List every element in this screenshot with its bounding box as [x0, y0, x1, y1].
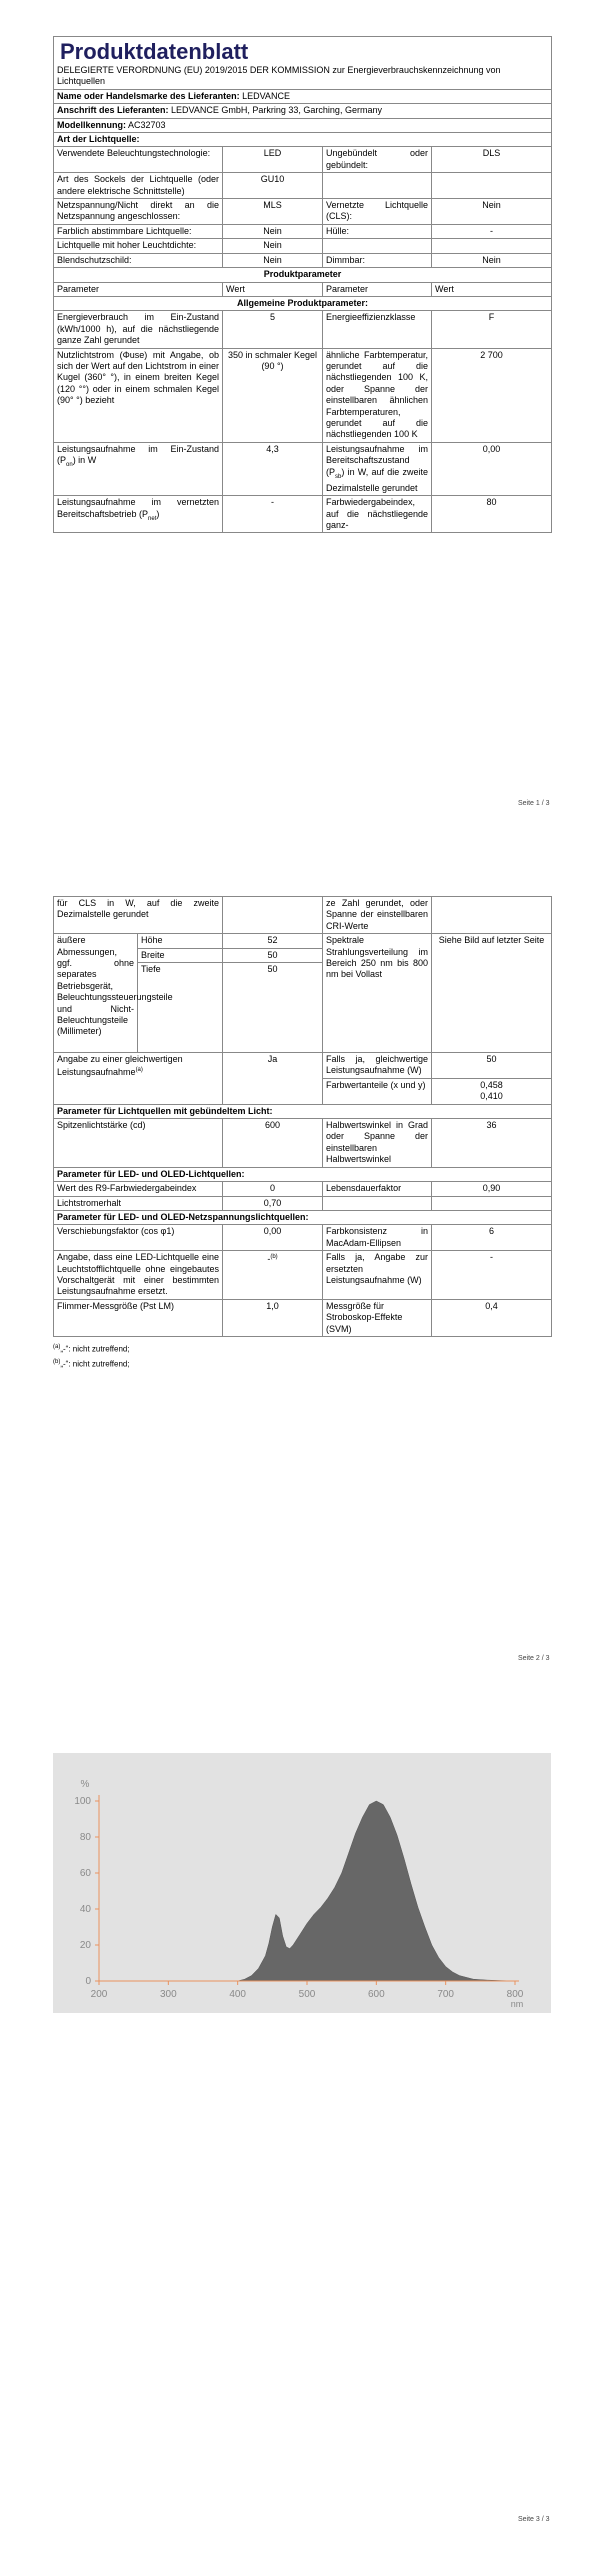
page-number: Seite 3 / 3: [518, 2516, 550, 2523]
psb-value: 0,00: [432, 442, 552, 495]
page-number: Seite 1 / 3: [518, 800, 550, 807]
table-row: [54, 1225, 552, 1251]
pnet-label-cont: für CLS in W, auf die zweite Dezimalstelle gerundet: [54, 897, 223, 934]
maint-value: 0,70: [223, 1196, 323, 1210]
y-tick-label: 40: [79, 1904, 91, 1915]
table-cell: [432, 897, 552, 934]
x-tick-label: 500: [298, 1989, 316, 2000]
table-row: [54, 496, 552, 533]
table-cell: [323, 1196, 432, 1210]
dim-value-height: 52: [223, 934, 323, 948]
table-row: [54, 253, 552, 267]
x-tick-label: 600: [367, 1989, 385, 2000]
pf-label: Verschiebungsfaktor (cos φ1): [54, 1225, 223, 1251]
page-2: [53, 896, 551, 1370]
table-cell: [432, 173, 552, 199]
spectrum-area: [224, 1801, 515, 1981]
address-label: Anschrift des Lieferanten:: [57, 105, 169, 116]
y-tick-label: 20: [79, 1940, 91, 1951]
table-cell: Nein: [432, 199, 552, 225]
pnet-value: -: [223, 496, 323, 533]
pon-label: Leistungsaufnahme im Ein-Zustand $(P_{on})$ in W: [54, 442, 223, 495]
page-number: Seite 2 / 3: [518, 1655, 550, 1662]
life-label: Lebensdauerfaktor: [323, 1182, 432, 1196]
x-tick-label: 400: [229, 1989, 247, 2000]
spectral-label: Spektrale Strahlungsverteilung im Bereich 250 nm bis 800 nm bei Vollast: [323, 934, 432, 1053]
table-cell: Hülle:: [323, 224, 432, 238]
table-cell: Dimmbar:: [323, 253, 432, 267]
spectrum-chart: [53, 1753, 551, 2013]
dim-label-height: Höhe: [138, 934, 223, 948]
table-cell: Nein: [223, 239, 323, 253]
model-value: AC32703: [128, 119, 166, 130]
beam-label: Halbwertswinkel in Grad oder Spanne der einstellbaren Halbwertswinkel: [323, 1119, 432, 1168]
table-row: [54, 239, 552, 253]
table-row: [54, 1299, 552, 1336]
table-row: [54, 224, 552, 238]
column-header: Parameter: [323, 282, 432, 296]
footnote-a: $^{(a)}$„-“: nicht zutreffend;: [53, 1343, 130, 1354]
table-row: [54, 897, 552, 934]
flicker-value: 1,0: [223, 1299, 323, 1336]
table-row: [54, 1119, 552, 1168]
table-row: [54, 147, 552, 173]
psb-label: Leistungsaufnahme im Bereitschaftszustand $(P_{sb})$ in W, auf die zweite Dezimalstelle gerundet: [323, 442, 432, 495]
x-axis-unit: nm: [510, 1999, 524, 2009]
dim-value-width: 50: [223, 948, 323, 962]
table-cell: Netzspannung/Nicht direkt an die Netzspannung angeschlossen:: [54, 199, 223, 225]
pnet-label: Leistungsaufnahme im vernetzten Bereitschaftsbetrieb $(P_{net})$: [54, 496, 223, 533]
table-cell: Nein: [432, 253, 552, 267]
table-cell: [432, 1196, 552, 1210]
table-row: [54, 1182, 552, 1196]
spectrum-chart-panel: [53, 1753, 551, 2013]
dims-label: äußere Abmessungen, ggf. ohne separates Betriebsgerät, Beleuchtungssteuerungsteile und Nicht-Beleuchtungsteile (Millimeter): [54, 934, 138, 1053]
model-label: Modellkennung:: [57, 119, 126, 130]
document-title: Produktdatenblatt: [60, 39, 249, 64]
cct-label: ähnliche Farbtemperatur, gerundet auf die nächstliegenden 100 K, oder Spanne der einstellbaren ähnlichen Farbtemperaturen, gerundet auf die nächstliegenden 100 K: [323, 348, 432, 442]
led-heading: Parameter für LED- und OLED-Lichtquellen:: [54, 1167, 552, 1181]
x-tick-label: 300: [159, 1989, 177, 2000]
peak-label: Spitzenlichtstärke (cd): [54, 1119, 223, 1168]
flicker-label: Flimmer-Messgröße (Pst LM): [54, 1299, 223, 1336]
column-header: Wert: [432, 282, 552, 296]
eclass-value: F: [432, 311, 552, 348]
pon-value: 4,3: [223, 442, 323, 495]
eclass-label: Energieeffizienzklasse: [323, 311, 432, 348]
r9-label: Wert des R9-Farbwiedergabeindex: [54, 1182, 223, 1196]
table-row: [54, 934, 552, 948]
dim-label-width: Breite: [138, 948, 223, 962]
cct-value: 2 700: [432, 348, 552, 442]
table-row: [54, 348, 552, 442]
dim-value-depth: 50: [223, 963, 323, 1053]
y-tick-label: 0: [85, 1976, 91, 1987]
footnote-b: $^{(b)}$„-“: nicht zutreffend;: [53, 1358, 130, 1369]
table-cell: [323, 173, 432, 199]
retrofit-value: -$^{(b)}$: [223, 1251, 323, 1300]
table-cell: Lichtquelle mit hoher Leuchtdichte:: [54, 239, 223, 253]
table-cell: Verwendete Beleuchtungstechnologie:: [54, 147, 223, 173]
directional-heading: Parameter für Lichtquellen mit gebündeltem Licht:: [54, 1104, 552, 1118]
page-1: [53, 36, 551, 533]
beam-value: 36: [432, 1119, 552, 1168]
peak-value: 600: [223, 1119, 323, 1168]
cri-value: 80: [432, 496, 552, 533]
macadam-label: Farbkonsistenz in MacAdam-Ellipsen: [323, 1225, 432, 1251]
table-cell: -: [432, 224, 552, 238]
table-row: [54, 1251, 552, 1300]
maint-label: Lichtstromerhalt: [54, 1196, 223, 1210]
table-cell: GU10: [223, 173, 323, 199]
table-cell: [432, 239, 552, 253]
supplier-label: Name oder Handelsmarke des Lieferanten:: [57, 90, 240, 101]
x-tick-label: 800: [506, 1989, 524, 2000]
flux-label: Nutzlichtstrom (Φuse) mit Angabe, ob sich der Wert auf den Lichtstrom in einer Kugel (360° °), in einem breiten Kegel (120 °°) oder in einem schmalen Kegel (90° °) bezieht: [54, 348, 223, 442]
chroma-label: Farbwertanteile (x und y): [323, 1078, 432, 1104]
table-cell: Farblich abstimmbare Lichtquelle:: [54, 224, 223, 238]
table-row: [54, 1196, 552, 1210]
table-cell: Blendschutzschild:: [54, 253, 223, 267]
y-tick-label: 100: [74, 1796, 91, 1807]
retrofit-power-value: -: [432, 1251, 552, 1300]
table-row: [54, 199, 552, 225]
y-tick-label: 60: [79, 1868, 91, 1879]
table-row: [54, 173, 552, 199]
table-header-row: [54, 282, 552, 296]
spectral-value: Siehe Bild auf letzter Seite: [432, 934, 552, 1053]
table-row: [54, 1053, 552, 1079]
pf-value: 0,00: [223, 1225, 323, 1251]
equiv-label: Angabe zu einer gleichwertigen Leistungsaufnahme$^{(a)}$: [54, 1053, 223, 1105]
column-header: Parameter: [54, 282, 223, 296]
life-value: 0,90: [432, 1182, 552, 1196]
table-cell: Vernetzte Lichtquelle (CLS):: [323, 199, 432, 225]
svm-label: Messgröße für Stroboskop-Effekte (SVM): [323, 1299, 432, 1336]
retrofit-label: Angabe, dass eine LED-Lichtquelle eine Leuchtstofflichtquelle ohne eingebautes Vorschaltgerät mit einer bestimmten Leistungsaufnahme ersetzt.: [54, 1251, 223, 1300]
equiv-power-value: 50: [432, 1053, 552, 1079]
table-cell: Nein: [223, 253, 323, 267]
retrofit-power-label: Falls ja, Angabe zur ersetzten Leistungsaufnahme (W): [323, 1251, 432, 1300]
table-cell: Ungebündelt oder gebündelt:: [323, 147, 432, 173]
section-type-heading: Art der Lichtquelle:: [54, 133, 552, 147]
cri-label-cont: ze Zahl gerundet, oder Spanne der einstellbaren CRI-Werte: [323, 897, 432, 934]
table-row: [54, 442, 552, 495]
cri-label: Farbwiedergabeindex, auf die nächstliegende ganz-: [323, 496, 432, 533]
table-cell: [323, 239, 432, 253]
regulation-text: DELEGIERTE VERORDNUNG (EU) 2019/2015 DER KOMMISSION zur Energieverbrauchskennzeichnung von Lichtquellen: [57, 65, 501, 87]
x-tick-label: 200: [90, 1989, 108, 2000]
column-header: Wert: [223, 282, 323, 296]
y-axis-label: %: [80, 1779, 90, 1790]
table-cell: MLS: [223, 199, 323, 225]
r9-value: 0: [223, 1182, 323, 1196]
general-heading: Allgemeine Produktparameter:: [54, 296, 552, 310]
mains-heading: Parameter für LED- und OLED-Netzspannungslichtquellen:: [54, 1210, 552, 1224]
supplier-value: LEDVANCE: [242, 90, 290, 101]
address-value: LEDVANCE GmbH, Parkring 33, Garching, Germany: [171, 105, 382, 116]
table-cell: Art des Sockels der Lichtquelle (oder andere elektrische Schnittstelle): [54, 173, 223, 199]
energy-label: Energieverbrauch im Ein-Zustand (kWh/1000 h), auf die nächstliegende ganze Zahl gerundet: [54, 311, 223, 348]
y-tick-label: 80: [79, 1832, 91, 1843]
flux-value: 350 in schmaler Kegel (90 °): [223, 348, 323, 442]
table-cell: DLS: [432, 147, 552, 173]
table-cell: LED: [223, 147, 323, 173]
equiv-value: Ja: [223, 1053, 323, 1105]
energy-value: 5: [223, 311, 323, 348]
equiv-power-label: Falls ja, gleichwertige Leistungsaufnahme (W): [323, 1053, 432, 1079]
table-cell: Nein: [223, 224, 323, 238]
x-tick-label: 700: [437, 1989, 455, 2000]
dim-label-depth: Tiefe: [138, 963, 223, 1053]
chroma-value: 0,458 0,410: [432, 1078, 552, 1104]
table-cell: [223, 897, 323, 934]
params-heading: Produktparameter: [54, 268, 552, 282]
svm-value: 0,4: [432, 1299, 552, 1336]
table-row: [54, 311, 552, 348]
macadam-value: 6: [432, 1225, 552, 1251]
